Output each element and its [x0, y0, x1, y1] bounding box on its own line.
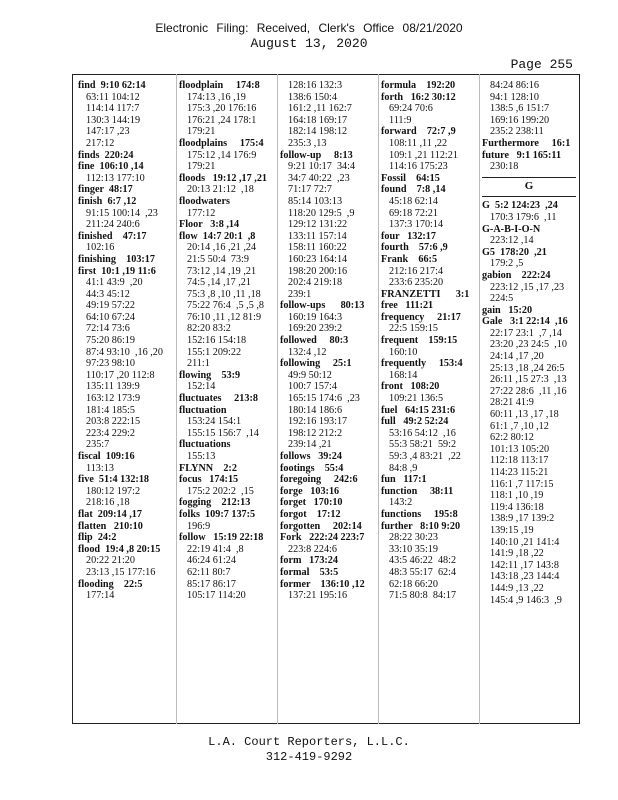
index-citation-line: 211:1 [187, 358, 210, 370]
index-citation-line: 177:12 [187, 207, 216, 219]
index-headword: flood 19:4 ,8 20:15 [78, 543, 161, 555]
index-citation-line: 9:21 10:17 34:4 [288, 161, 356, 173]
index-citation-line: 102:16 [86, 242, 115, 254]
index-headword: future 9:1 165:11 [482, 149, 562, 161]
index-citation-line: 28:22 30:23 [389, 532, 438, 544]
index-citation-line: 217:12 [86, 137, 115, 149]
index-headword: formula 192:20 [381, 80, 456, 91]
column-divider [378, 74, 379, 724]
index-citation-line: 26:11 ,15 27:3 ,13 [490, 374, 567, 386]
index-citation-line: 119:4 136:18 [490, 501, 544, 513]
index-citation-line: 160:19 164:3 [288, 311, 343, 323]
index-headword: fluctuates 213:8 [179, 393, 258, 405]
index-citation-line: 137:3 170:14 [389, 219, 444, 231]
index-citation-line: 132:4 ,12 [288, 346, 327, 358]
index-headword: fiscal 109:16 [78, 451, 135, 462]
index-citation-line: 62:11 80:7 [187, 566, 231, 578]
index-column-3 [280, 80, 376, 716]
index-headword: footings 55:4 [280, 462, 344, 474]
page-number: Page 255 [510, 57, 573, 72]
index-headword: floods 19:12 ,17 ,21 [179, 172, 268, 184]
index-headword: form 173:24 [280, 555, 338, 567]
index-citation-line: 64:10 67:24 [86, 311, 135, 323]
index-citation-line: 179:21 [187, 161, 216, 173]
filing-header: Electronic Filing: Received, Clerk's Office 08/21/2020 [155, 21, 463, 35]
index-citation-line: 155:15 156:7 ,14 [187, 427, 259, 439]
index-headword: focus 174:15 [179, 474, 239, 486]
court-reporter-phone: 312-419-9292 [265, 750, 353, 764]
index-headword: function 38:11 [381, 485, 454, 497]
index-headword: flooding 22:5 [78, 578, 143, 590]
index-citation-line: 45:18 62:14 [389, 195, 438, 207]
column-divider [277, 74, 278, 724]
index-citation-line: 198:20 200:16 [288, 265, 348, 277]
index-headword: follow-up 8:13 [280, 149, 353, 161]
index-citation-line: 69:18 72:21 [389, 207, 438, 219]
index-citation-line: 129:12 131:22 [288, 219, 348, 231]
index-citation-line: 84:24 86:16 [490, 80, 539, 91]
index-headword: FRANZETTI 3:1 [381, 288, 470, 300]
index-headword: flip 24:2 [78, 532, 117, 544]
index-headword: Fork 222:24 223:7 [280, 532, 365, 544]
index-citation-line: 179:21 [187, 126, 216, 138]
index-citation-line: 97:23 98:10 [86, 358, 135, 370]
index-citation-line: 60:11 ,13 ,17 ,18 [490, 409, 559, 421]
index-citation-line: 163:12 173:9 [86, 393, 141, 405]
index-citation-line: 27:22 28:6 ,11 ,16 [490, 385, 567, 397]
index-citation-line: 75:20 86:19 [86, 335, 135, 347]
index-citation-line: 153:24 154:1 [187, 416, 242, 428]
index-headword: flatten 210:10 [78, 520, 143, 532]
index-citation-line: 118:20 129:5 ,9 [288, 207, 355, 219]
index-citation-line: 130:3 144:19 [86, 114, 141, 126]
index-citation-line: 218:16 ,18 [86, 497, 130, 509]
court-reporter-name: L.A. Court Reporters, L.L.C. [208, 735, 410, 749]
index-citation-line: 224:5 [490, 293, 514, 305]
index-headword: follow-ups 80:13 [280, 300, 365, 312]
index-headword: foregoing 242:6 [280, 474, 358, 486]
index-citation-line: 164:18 169:17 [288, 114, 348, 126]
index-citation-line: 169:16 199:20 [490, 114, 550, 126]
index-citation-line: 114:23 115:21 [490, 467, 549, 478]
index-citation-line: 180:12 197:2 [86, 485, 141, 497]
index-headword: Fossil 64:15 [381, 172, 440, 184]
index-citation-line: 69:24 70:6 [389, 103, 433, 115]
index-citation-line: 114:14 117:7 [86, 103, 140, 115]
index-citation-line: 223:4 229:2 [86, 427, 135, 439]
index-citation-line: 161:2 ,11 162:7 [288, 103, 352, 115]
index-citation-line: 112:13 177:10 [86, 172, 145, 184]
index-headword: found 7:8 ,14 [381, 184, 446, 196]
index-citation-line: 192:16 193:17 [288, 416, 348, 428]
index-citation-line: 49:9 50:12 [288, 369, 332, 381]
index-citation-line: 100:7 157:4 [288, 381, 337, 393]
index-citation-line: 91:15 100:14 ,23 [86, 207, 158, 219]
index-citation-line: 75:3 ,8 ,10 ,11 ,18 [187, 288, 261, 300]
index-citation-line: 233:6 235:20 [389, 277, 444, 289]
index-headword: forth 16:2 30:12 [381, 91, 456, 103]
index-headword: fogging 212:13 [179, 497, 251, 509]
index-citation-line: 230:18 [490, 161, 519, 173]
section-rule [482, 173, 576, 178]
index-citation-line: 177:14 [86, 590, 115, 602]
index-citation-line: 72:14 73:6 [86, 323, 130, 335]
index-citation-line: 34:7 40:22 ,23 [288, 172, 350, 184]
index-citation-line: 25:13 ,18 ,24 26:5 [490, 362, 565, 374]
index-citation-line: 223:8 224:6 [288, 543, 337, 555]
index-headword: Furthermore 16:1 [482, 137, 571, 149]
index-column-2 [179, 80, 275, 716]
index-citation-line: 180:14 186:6 [288, 404, 343, 416]
index-citation-line: 49:19 57:22 [86, 300, 135, 312]
index-headword: floodwaters [179, 195, 230, 207]
index-citation-line: 116:1 ,7 117:15 [490, 478, 554, 490]
index-citation-line: 53:16 54:12 ,16 [389, 427, 456, 439]
index-citation-line: 71:17 72:7 [288, 184, 332, 196]
index-citation-line: 109:1 ,21 112:21 [389, 149, 458, 161]
index-headword: Frank 66:5 [381, 253, 438, 265]
index-citation-line: 175:3 ,20 176:16 [187, 103, 257, 115]
index-headword: forget 170:10 [280, 497, 343, 509]
index-citation-line: 109:21 136:5 [389, 393, 444, 405]
index-citation-line: 21:5 50:4 73:9 [187, 253, 249, 265]
column-divider [479, 74, 480, 724]
index-headword: finished 47:17 [78, 230, 147, 242]
index-citation-line: 111:9 [389, 114, 412, 126]
index-citation-line: 24:14 ,17 ,20 [490, 351, 544, 363]
index-column-4 [381, 80, 477, 716]
index-citation-line: 85:14 103:13 [288, 195, 343, 207]
index-citation-line: 20:14 ,16 ,21 ,24 [187, 242, 257, 254]
index-citation-line: 140:10 ,21 141:4 [490, 536, 560, 548]
index-citation-line: 23:20 ,23 24:5 ,10 [490, 339, 567, 351]
index-headword: fine 106:10 ,14 [78, 161, 144, 173]
index-headword: Floor 3:8 ,14 [179, 219, 240, 231]
index-citation-line: 142:11 ,17 143:8 [490, 559, 559, 571]
index-citation-line: 141:9 ,18 ,22 [490, 548, 544, 560]
section-rule [482, 192, 576, 197]
index-citation-line: 239:1 [288, 288, 312, 300]
transcript-date: August 13, 2020 [250, 36, 368, 51]
index-citation-line: 169:20 239:2 [288, 323, 343, 335]
index-headword: fluctuations [179, 439, 231, 451]
index-citation-line: 179:2 ,5 [490, 258, 524, 270]
index-headword: finds 220:24 [78, 149, 134, 161]
index-citation-line: 62:18 66:20 [389, 578, 438, 590]
index-headword: follows 39:24 [280, 451, 342, 462]
index-citation-line: 108:11 ,11 ,22 [389, 137, 448, 149]
index-citation-line: 176:21 ,24 178:1 [187, 114, 257, 126]
index-citation-line: 160:23 164:14 [288, 253, 348, 265]
index-headword: folks 109:7 137:5 [179, 508, 256, 520]
index-headword: flowing 53:9 [179, 369, 241, 381]
index-citation-line: 155:13 [187, 451, 216, 462]
index-headword: following 25:1 [280, 358, 352, 370]
index-citation-line: 239:14 ,21 [288, 439, 332, 451]
index-citation-line: 33:10 35:19 [389, 543, 438, 555]
index-citation-line: 211:24 240:6 [86, 219, 140, 231]
index-citation-line: 181:4 185:5 [86, 404, 135, 416]
index-headword: frequency 21:17 [381, 311, 461, 323]
index-headword: Gale 3:1 22:14 ,16 [482, 316, 568, 328]
index-citation-line: 170:3 179:6 ,11 [490, 211, 557, 223]
index-citation-line: 144:9 ,13 ,22 [490, 582, 544, 594]
index-citation-line: 235:2 238:11 [490, 126, 544, 138]
index-citation-line: 43:5 46:22 48:2 [389, 555, 457, 567]
index-headword: first 10:1 ,19 11:6 [78, 265, 156, 277]
index-citation-line: 41:1 43:9 ,20 [86, 277, 143, 289]
index-headword: finger 48:17 [78, 184, 133, 196]
index-column-5 [482, 80, 576, 716]
index-headword: fluctuation [179, 404, 227, 416]
index-citation-line: 143:18 ,23 144:4 [490, 571, 560, 583]
index-headword: front 108:20 [381, 381, 440, 393]
index-citation-line: 235:7 [86, 439, 110, 451]
index-headword: G-A-B-I-O-N [482, 223, 541, 235]
index-citation-line: 112:18 113:17 [490, 455, 549, 467]
index-citation-line: 135:11 139:9 [86, 381, 140, 393]
index-headword: gain 15:20 [482, 304, 533, 316]
index-citation-line: 55:3 58:21 59:2 [389, 439, 457, 451]
index-citation-line: 158:11 160:22 [288, 242, 347, 254]
index-citation-line: 110:17 ,20 112:8 [86, 369, 155, 381]
index-citation-line: 94:1 128:10 [490, 91, 539, 103]
index-citation-line: 138:9 ,17 139:2 [490, 513, 555, 525]
index-citation-line: 145:4 ,9 146:3 ,9 [490, 594, 562, 606]
index-citation-line: 160:10 [389, 346, 418, 358]
index-citation-line: 175:12 ,14 176:9 [187, 149, 257, 161]
index-headword: fuel 64:15 231:6 [381, 404, 456, 416]
index-headword: finish 6:7 ,12 [78, 195, 137, 207]
index-citation-line: 74:5 ,14 ,17 ,21 [187, 277, 251, 289]
index-citation-line: 84:8 ,9 [389, 462, 418, 474]
index-headword: forgotten 202:14 [280, 520, 362, 532]
index-citation-line: 22:17 23:1 ,7 ,14 [490, 327, 562, 339]
index-citation-line: 128:16 132:3 [288, 80, 343, 91]
index-headword: find 9:10 62:14 [78, 80, 146, 91]
index-citation-line: 87:4 93:10 ,16 ,20 [86, 346, 163, 358]
index-citation-line: 114:16 175:23 [389, 161, 448, 173]
index-citation-line: 113:13 [86, 462, 114, 474]
index-citation-line: 212:16 217:4 [389, 265, 444, 277]
index-citation-line: 59:3 ,4 83:21 ,22 [389, 451, 461, 462]
index-citation-line: 235:3 ,13 [288, 137, 327, 149]
index-headword: further 8:10 9:20 [381, 520, 461, 532]
index-citation-line: 23:13 ,15 177:16 [86, 566, 156, 578]
index-citation-line: 152:16 154:18 [187, 335, 247, 347]
index-citation-line: 46:24 61:24 [187, 555, 236, 567]
index-citation-line: 155:1 209:22 [187, 346, 242, 358]
index-citation-line: 175:2 202:2 ,15 [187, 485, 254, 497]
index-citation-line: 105:17 114:20 [187, 590, 246, 602]
index-citation-line: 62:2 80:12 [490, 432, 534, 444]
index-citation-line: 174:13 ,16 ,19 [187, 91, 246, 103]
index-citation-line: 61:1 ,7 ,10 ,12 [490, 420, 549, 432]
index-headword: flow 14:7 20:1 ,8 [179, 230, 256, 242]
index-citation-line: 82:20 83:2 [187, 323, 231, 335]
column-divider [176, 74, 177, 724]
index-headword: gabion 222:24 [482, 269, 551, 281]
index-headword: floodplains 175:4 [179, 137, 264, 149]
index-citation-line: 182:14 198:12 [288, 126, 348, 138]
index-headword: frequently 153:4 [381, 358, 463, 370]
index-citation-line: 48:3 55:17 62:4 [389, 566, 457, 578]
index-headword: followed 80:3 [280, 335, 349, 347]
index-citation-line: 71:5 80:8 84:17 [389, 590, 457, 602]
index-citation-line: 165:15 174:6 ,23 [288, 393, 360, 405]
index-citation-line: 147:17 ,23 [86, 126, 130, 138]
index-citation-line: 118:1 ,10 ,19 [490, 490, 544, 502]
index-citation-line: 85:17 86:17 [187, 578, 236, 590]
index-headword: fourth 57:6 ,9 [381, 242, 448, 254]
index-headword: free 111:21 [381, 300, 434, 312]
index-citation-line: 20:22 21:20 [86, 555, 135, 567]
index-citation-line: 28:21 41:9 [490, 397, 534, 409]
index-headword: fun 117:1 [381, 474, 427, 486]
index-headword: functions 195:8 [381, 508, 458, 520]
index-citation-line: 75:22 76:4 ,5 ,5 ,8 [187, 300, 264, 312]
section-letter: G [524, 180, 534, 192]
index-headword: G5 178:20 ,21 [482, 246, 547, 258]
index-citation-line: 63:11 104:12 [86, 91, 140, 103]
index-headword: flat 209:14 ,17 [78, 508, 142, 520]
index-headword: full 49:2 52:24 [381, 416, 449, 428]
index-citation-line: 223:12 ,14 [490, 235, 534, 247]
index-citation-line: 76:10 ,11 ,12 81:9 [187, 311, 262, 323]
index-headword: formal 53:5 [280, 566, 339, 578]
index-citation-line: 202:4 219:18 [288, 277, 343, 289]
index-column-1 [78, 80, 174, 716]
index-headword: five 51:4 132:18 [78, 474, 150, 486]
index-citation-line: 198:12 212:2 [288, 427, 343, 439]
index-citation-line: 44:3 45:12 [86, 288, 130, 300]
index-headword: forward 72:7 ,9 [381, 126, 456, 138]
index-citation-line: 138:5 ,6 151:7 [490, 103, 550, 115]
index-citation-line: 137:21 195:16 [288, 590, 348, 602]
index-citation-line: 168:14 [389, 369, 418, 381]
index-headword: floodplain 174:8 [179, 80, 260, 91]
index-citation-line: 101:13 105:20 [490, 443, 550, 455]
index-citation-line: 73:12 ,14 ,19 ,21 [187, 265, 257, 277]
index-headword: forgot 17:12 [280, 508, 341, 520]
index-headword: follow 15:19 22:18 [179, 532, 264, 544]
index-citation-line: 22:5 159:15 [389, 323, 438, 335]
index-citation-line: 223:12 ,15 ,17 ,23 [490, 281, 565, 293]
index-citation-line: 133:11 157:14 [288, 230, 347, 242]
index-headword: former 136:10 ,12 [280, 578, 365, 590]
index-citation-line: 20:13 21:12 ,18 [187, 184, 254, 196]
index-headword: finishing 103:17 [78, 253, 155, 265]
index-citation-line: 139:15 ,19 [490, 524, 534, 536]
index-citation-line: 203:8 222:15 [86, 416, 141, 428]
index-headword: G 5:2 124:23 ,24 [482, 200, 558, 212]
index-citation-line: 22:19 41:4 ,8 [187, 543, 244, 555]
index-citation-line: 138:6 150:4 [288, 91, 337, 103]
index-citation-line: 143:2 [389, 497, 413, 509]
index-headword: forge 103:16 [280, 485, 340, 497]
index-headword: frequent 159:15 [381, 335, 458, 347]
index-headword: four 132:17 [381, 230, 436, 242]
index-citation-line: 196:9 [187, 520, 211, 532]
index-headword: FLYNN 2:2 [179, 462, 237, 474]
index-citation-line: 152:14 [187, 381, 216, 393]
